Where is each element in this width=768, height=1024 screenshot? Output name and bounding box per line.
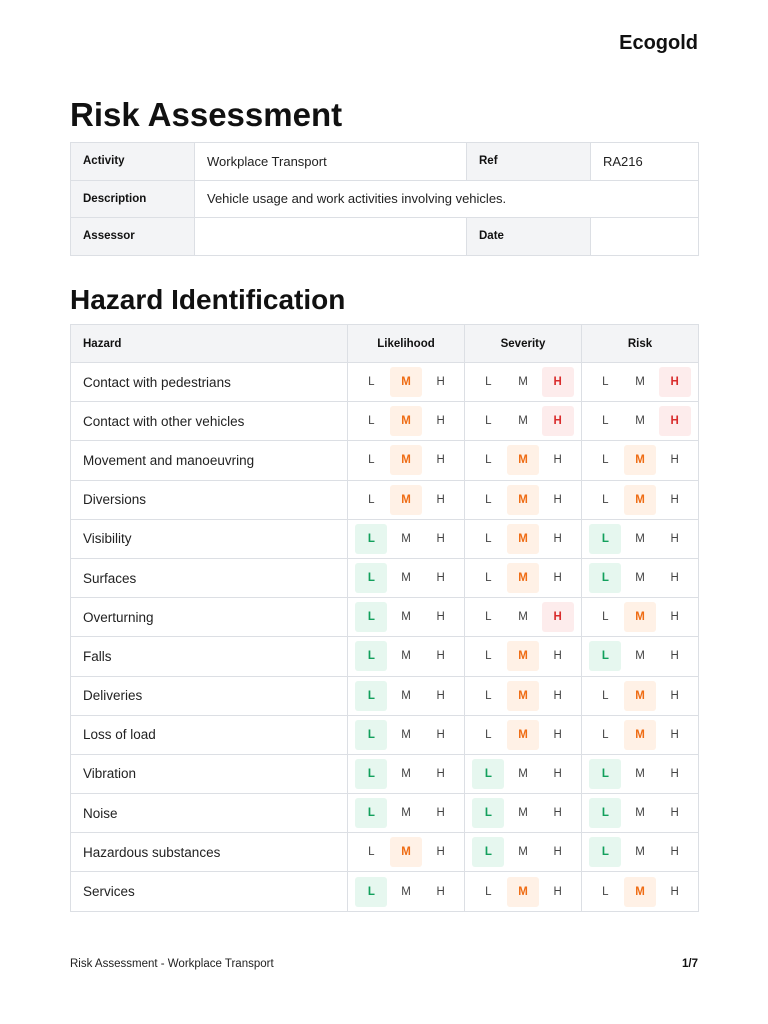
risk-option-l[interactable]: L <box>602 493 609 506</box>
severity-option-h[interactable]: H <box>553 493 562 506</box>
table-row <box>71 519 699 558</box>
likelihood-option-h[interactable]: H <box>436 611 445 624</box>
risk-option-l[interactable]: L <box>602 728 609 741</box>
severity-rating <box>465 519 582 558</box>
risk-option-h[interactable]: H <box>670 846 679 859</box>
table-row <box>71 833 699 872</box>
risk-option-l[interactable]: L <box>589 563 621 593</box>
activity-label: Activity <box>71 143 195 181</box>
info-row-activity <box>71 143 699 181</box>
likelihood-option-m[interactable]: M <box>401 532 411 545</box>
severity-option-m[interactable]: M <box>518 846 528 859</box>
severity-option-l[interactable]: L <box>485 885 492 898</box>
likelihood-option-h[interactable]: H <box>436 885 445 898</box>
risk-option-l[interactable]: L <box>589 641 621 671</box>
severity-rating <box>465 480 582 519</box>
table-row <box>71 441 699 480</box>
risk-rating <box>582 441 699 480</box>
severity-option-m[interactable]: M <box>507 877 539 907</box>
header-likelihood: Likelihood <box>348 325 465 363</box>
hazard-table <box>70 324 699 912</box>
severity-option-h[interactable]: H <box>542 367 574 397</box>
risk-rating <box>582 598 699 637</box>
risk-option-m[interactable]: M <box>635 376 645 389</box>
table-row <box>71 872 699 911</box>
severity-rating <box>465 558 582 597</box>
severity-option-h[interactable]: H <box>553 454 562 467</box>
likelihood-option-m[interactable]: M <box>401 885 411 898</box>
likelihood-option-m[interactable]: M <box>401 611 411 624</box>
risk-rating <box>582 519 699 558</box>
risk-option-h[interactable]: H <box>659 406 691 436</box>
hazard-name: Contact with pedestrians <box>71 363 348 402</box>
risk-option-m[interactable]: M <box>624 681 656 711</box>
risk-option-h[interactable]: H <box>670 650 679 663</box>
likelihood-option-l[interactable]: L <box>355 877 387 907</box>
severity-option-m[interactable]: M <box>518 807 528 820</box>
severity-option-m[interactable]: M <box>507 563 539 593</box>
risk-option-m[interactable]: M <box>624 485 656 515</box>
severity-option-h[interactable]: H <box>553 572 562 585</box>
severity-option-l[interactable]: L <box>472 798 504 828</box>
likelihood-option-m[interactable]: M <box>401 767 411 780</box>
severity-option-m[interactable]: M <box>518 767 528 780</box>
risk-option-l[interactable]: L <box>589 524 621 554</box>
risk-rating <box>582 715 699 754</box>
likelihood-rating <box>348 558 465 597</box>
likelihood-rating <box>348 637 465 676</box>
likelihood-rating <box>348 402 465 441</box>
table-row <box>71 637 699 676</box>
severity-rating <box>465 441 582 480</box>
hazard-name: Surfaces <box>71 558 348 597</box>
likelihood-option-l[interactable]: L <box>355 563 387 593</box>
severity-option-m[interactable]: M <box>507 524 539 554</box>
table-row <box>71 676 699 715</box>
risk-option-m[interactable]: M <box>635 767 645 780</box>
hazard-name: Vibration <box>71 754 348 793</box>
likelihood-option-h[interactable]: H <box>436 572 445 585</box>
assessor-label: Assessor <box>71 218 195 256</box>
section-title: Hazard Identification <box>70 284 346 315</box>
hazard-name: Falls <box>71 637 348 676</box>
likelihood-rating <box>348 480 465 519</box>
table-row <box>71 363 699 402</box>
severity-option-h[interactable]: H <box>553 846 562 859</box>
likelihood-rating <box>348 833 465 872</box>
risk-option-l[interactable]: L <box>602 415 609 428</box>
risk-option-l[interactable]: L <box>602 454 609 467</box>
severity-option-h[interactable]: H <box>553 767 562 780</box>
header-severity: Severity <box>465 325 582 363</box>
likelihood-option-h[interactable]: H <box>436 493 445 506</box>
description-value: Vehicle usage and work activities involving vehicles. <box>195 180 699 218</box>
hazard-name: Services <box>71 872 348 911</box>
page-title: Risk Assessment <box>70 96 343 133</box>
likelihood-option-h[interactable]: H <box>436 415 445 428</box>
severity-option-h[interactable]: H <box>542 602 574 632</box>
likelihood-option-h[interactable]: H <box>436 532 445 545</box>
likelihood-option-l[interactable]: L <box>368 415 375 428</box>
hazard-table-header <box>71 325 699 363</box>
risk-option-l[interactable]: L <box>589 798 621 828</box>
risk-option-m[interactable]: M <box>635 846 645 859</box>
severity-option-m[interactable]: M <box>507 720 539 750</box>
likelihood-option-l[interactable]: L <box>368 454 375 467</box>
likelihood-option-m[interactable]: M <box>401 807 411 820</box>
risk-rating <box>582 754 699 793</box>
likelihood-option-m[interactable]: M <box>390 445 422 475</box>
severity-option-l[interactable]: L <box>472 759 504 789</box>
table-row <box>71 598 699 637</box>
activity-value: Workplace Transport <box>195 143 467 181</box>
severity-rating <box>465 754 582 793</box>
risk-option-m[interactable]: M <box>624 602 656 632</box>
severity-option-l[interactable]: L <box>485 493 492 506</box>
likelihood-option-h[interactable]: H <box>436 376 445 389</box>
likelihood-option-m[interactable]: M <box>390 485 422 515</box>
hazard-name: Overturning <box>71 598 348 637</box>
likelihood-option-h[interactable]: H <box>436 767 445 780</box>
likelihood-rating <box>348 519 465 558</box>
risk-rating <box>582 558 699 597</box>
likelihood-option-m[interactable]: M <box>390 406 422 436</box>
severity-option-l[interactable]: L <box>472 837 504 867</box>
likelihood-option-h[interactable]: H <box>436 454 445 467</box>
footer-title: Risk Assessment - Workplace Transport <box>70 958 274 970</box>
severity-option-m[interactable]: M <box>518 376 528 389</box>
risk-option-h[interactable]: H <box>670 611 679 624</box>
hazard-name: Contact with other vehicles <box>71 402 348 441</box>
severity-option-l[interactable]: L <box>485 728 492 741</box>
risk-option-h[interactable]: H <box>670 767 679 780</box>
date-label: Date <box>467 218 591 256</box>
severity-option-h[interactable]: H <box>553 728 562 741</box>
likelihood-option-l[interactable]: L <box>355 759 387 789</box>
risk-rating <box>582 833 699 872</box>
severity-option-h[interactable]: H <box>542 406 574 436</box>
risk-option-m[interactable]: M <box>635 415 645 428</box>
severity-option-h[interactable]: H <box>553 650 562 663</box>
severity-option-h[interactable]: H <box>553 807 562 820</box>
risk-rating <box>582 402 699 441</box>
severity-rating <box>465 833 582 872</box>
risk-rating <box>582 794 699 833</box>
brand-logo-text: Ecogold <box>619 32 698 54</box>
risk-rating <box>582 637 699 676</box>
hazard-name: Noise <box>71 794 348 833</box>
hazard-name: Deliveries <box>71 676 348 715</box>
likelihood-option-h[interactable]: H <box>436 689 445 702</box>
likelihood-option-l[interactable]: L <box>355 681 387 711</box>
hazard-table-body <box>71 363 699 912</box>
table-row <box>71 402 699 441</box>
severity-rating <box>465 715 582 754</box>
severity-option-l[interactable]: L <box>485 454 492 467</box>
likelihood-option-l[interactable]: L <box>355 602 387 632</box>
risk-option-h[interactable]: H <box>670 885 679 898</box>
severity-rating <box>465 872 582 911</box>
severity-rating <box>465 794 582 833</box>
risk-option-h[interactable]: H <box>670 807 679 820</box>
severity-option-m[interactable]: M <box>507 681 539 711</box>
likelihood-option-m[interactable]: M <box>401 689 411 702</box>
likelihood-option-m[interactable]: M <box>390 367 422 397</box>
assessor-value <box>195 218 467 256</box>
hazard-name: Visibility <box>71 519 348 558</box>
likelihood-option-l[interactable]: L <box>368 376 375 389</box>
risk-option-h[interactable]: H <box>670 493 679 506</box>
hazard-name: Movement and manoeuvring <box>71 441 348 480</box>
severity-option-h[interactable]: H <box>553 689 562 702</box>
table-row <box>71 715 699 754</box>
header-hazard: Hazard <box>71 325 348 363</box>
risk-option-h[interactable]: H <box>670 728 679 741</box>
likelihood-rating <box>348 676 465 715</box>
severity-option-l[interactable]: L <box>485 650 492 663</box>
severity-rating <box>465 676 582 715</box>
severity-option-l[interactable]: L <box>485 415 492 428</box>
likelihood-option-l[interactable]: L <box>368 493 375 506</box>
hazard-name: Hazardous substances <box>71 833 348 872</box>
risk-option-l[interactable]: L <box>589 837 621 867</box>
risk-option-l[interactable]: L <box>602 689 609 702</box>
likelihood-option-h[interactable]: H <box>436 846 445 859</box>
likelihood-option-m[interactable]: M <box>401 572 411 585</box>
severity-option-l[interactable]: L <box>485 532 492 545</box>
likelihood-option-h[interactable]: H <box>436 728 445 741</box>
severity-option-m[interactable]: M <box>518 415 528 428</box>
hazard-name: Loss of load <box>71 715 348 754</box>
risk-rating <box>582 480 699 519</box>
ref-value: RA216 <box>591 143 699 181</box>
severity-option-l[interactable]: L <box>485 611 492 624</box>
info-row-description <box>71 180 699 218</box>
risk-option-m[interactable]: M <box>624 720 656 750</box>
risk-option-l[interactable]: L <box>602 376 609 389</box>
severity-option-h[interactable]: H <box>553 885 562 898</box>
likelihood-option-m[interactable]: M <box>390 837 422 867</box>
severity-option-l[interactable]: L <box>485 572 492 585</box>
risk-option-h[interactable]: H <box>670 532 679 545</box>
severity-option-h[interactable]: H <box>553 532 562 545</box>
severity-option-m[interactable]: M <box>507 445 539 475</box>
risk-option-m[interactable]: M <box>635 650 645 663</box>
date-value <box>591 218 699 256</box>
page-number: 1/7 <box>682 958 698 970</box>
description-label: Description <box>71 180 195 218</box>
likelihood-option-m[interactable]: M <box>401 728 411 741</box>
table-row <box>71 480 699 519</box>
severity-option-m[interactable]: M <box>507 641 539 671</box>
likelihood-rating <box>348 441 465 480</box>
likelihood-option-l[interactable]: L <box>355 798 387 828</box>
likelihood-rating <box>348 363 465 402</box>
info-row-assessor <box>71 218 699 256</box>
risk-rating <box>582 872 699 911</box>
risk-option-m[interactable]: M <box>635 532 645 545</box>
risk-rating <box>582 676 699 715</box>
likelihood-rating <box>348 794 465 833</box>
severity-option-l[interactable]: L <box>485 376 492 389</box>
likelihood-rating <box>348 872 465 911</box>
risk-option-m[interactable]: M <box>635 572 645 585</box>
header-risk: Risk <box>582 325 699 363</box>
severity-rating <box>465 598 582 637</box>
hazard-name: Diversions <box>71 480 348 519</box>
risk-option-l[interactable]: L <box>602 611 609 624</box>
risk-option-l[interactable]: L <box>602 885 609 898</box>
likelihood-option-h[interactable]: H <box>436 807 445 820</box>
table-row <box>71 754 699 793</box>
risk-option-h[interactable]: H <box>670 689 679 702</box>
risk-option-m[interactable]: M <box>635 807 645 820</box>
risk-rating <box>582 363 699 402</box>
severity-rating <box>465 637 582 676</box>
risk-option-l[interactable]: L <box>589 759 621 789</box>
info-table <box>70 142 699 256</box>
table-row <box>71 558 699 597</box>
severity-rating <box>465 363 582 402</box>
severity-option-m[interactable]: M <box>507 485 539 515</box>
risk-option-h[interactable]: H <box>659 367 691 397</box>
likelihood-option-l[interactable]: L <box>368 846 375 859</box>
likelihood-option-l[interactable]: L <box>355 720 387 750</box>
severity-option-m[interactable]: M <box>518 611 528 624</box>
likelihood-option-l[interactable]: L <box>355 641 387 671</box>
risk-option-m[interactable]: M <box>624 445 656 475</box>
likelihood-option-h[interactable]: H <box>436 650 445 663</box>
likelihood-option-m[interactable]: M <box>401 650 411 663</box>
ref-label: Ref <box>467 143 591 181</box>
severity-option-l[interactable]: L <box>485 689 492 702</box>
risk-option-m[interactable]: M <box>624 877 656 907</box>
risk-option-h[interactable]: H <box>670 454 679 467</box>
likelihood-rating <box>348 754 465 793</box>
likelihood-option-l[interactable]: L <box>355 524 387 554</box>
likelihood-rating <box>348 715 465 754</box>
likelihood-rating <box>348 598 465 637</box>
severity-rating <box>465 402 582 441</box>
table-row <box>71 794 699 833</box>
risk-option-h[interactable]: H <box>670 572 679 585</box>
